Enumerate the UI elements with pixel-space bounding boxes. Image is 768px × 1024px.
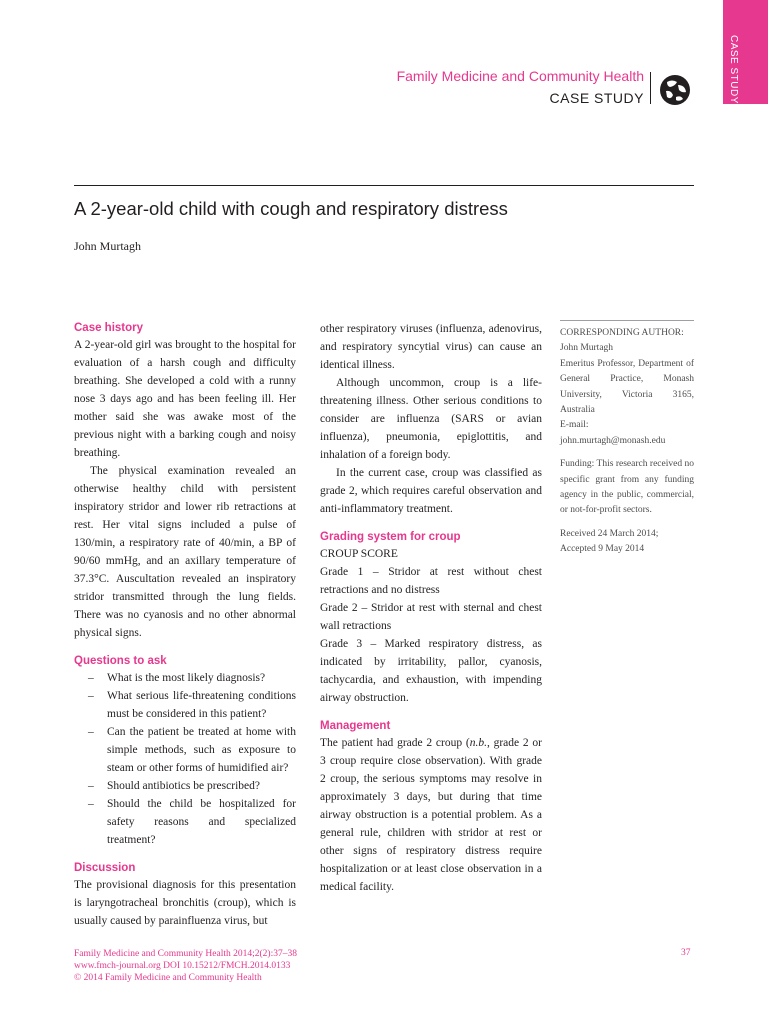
list-item: – Can the patient be treated at home with simple methods, such as exposure to steam or other forms of humidified air? — [74, 723, 296, 777]
list-item: – Should antibiotics be prescribed? — [74, 777, 296, 795]
case-history-heading: Case history — [74, 322, 144, 334]
page-number: 37 — [681, 948, 691, 958]
management-paragraph: The patient had grade 2 croup (n.b., grade 2 or 3 croup require close observation). With grade 2 croup, the serious symptoms may resolve in approximately 3 days, but during that time airway obstruction is a potential problem. As a general rule, children with stridor at rest or other signs of respiratory distress require hospitalization or at least close observation in a medical facility. — [320, 737, 542, 893]
corresponding-author-label: CORRESPONDING AUTHOR: — [560, 328, 684, 338]
corresponding-author-affiliation: Emeritus Professor, Department of General Practice, Monash University, Victoria 3165, Australia — [560, 358, 694, 416]
section-label: CASE STUDY — [549, 90, 644, 106]
article-title: A 2-year-old child with cough and respiratory distress — [74, 198, 508, 219]
questions-heading: Questions to ask — [74, 655, 167, 667]
croup-score-label: CROUP SCORE — [320, 548, 398, 560]
case-history-paragraph-1: A 2-year-old girl was brought to the hospital for evaluation of a harsh cough and difficulty breathing. She developed a cold with a runny nose 3 days ago and has been feeling ill. Her mother said she was awake most of the previous night with a barking cough and noisy breathing. — [74, 339, 296, 459]
grading-heading: Grading system for croup — [320, 531, 461, 543]
journal-globe-logo-icon — [658, 73, 692, 107]
grade-1: Grade 1 – Stridor at rest without chest retractions and no distress — [320, 566, 542, 596]
list-item: – What is the most likely diagnosis? — [74, 669, 296, 687]
discussion-continued: other respiratory viruses (influenza, adenovirus, and respiratory syncytial virus) can cause an identical illness. — [320, 323, 542, 371]
case-study-tab-label: CASE STUDY — [728, 35, 739, 104]
footer-copyright: © 2014 Family Medicine and Community Health — [74, 973, 262, 983]
questions-list — [74, 669, 296, 849]
footer-citation: Family Medicine and Community Health 2014;2(2):37–38 — [74, 949, 297, 959]
list-item: – Should the child be hospitalized for safety reasons and specialized treatment? — [74, 795, 296, 849]
management-heading: Management — [320, 720, 391, 732]
middle-column — [320, 320, 542, 896]
sidebar-rule — [560, 320, 694, 321]
funding-statement: Funding: This research received no specific grant from any funding agency in the public, commercial, or not-for-profit sectors. — [560, 459, 694, 516]
sidebar — [560, 326, 694, 558]
case-history-paragraph-2: The physical examination revealed an otherwise healthy child with persistent inspiratory stridor and lower rib retractions at rest. Her vital signs included a pulse of 130/min, a respiratory rate of 40/min, a BP of 90/60 mmHg, and an axillary temperature of 37.3°C. Auscultation revealed an inspiratory stridor transmitted through the lung fields. There was no cyanosis and no other abnormal physical signs. — [74, 465, 296, 639]
discussion-heading: Discussion — [74, 862, 136, 874]
discussion-paragraph-1: The provisional diagnosis for this presentation is laryngotracheal bronchitis (croup), which is usually caused by parainfluenza virus, but — [74, 879, 296, 927]
footer-doi: www.fmch-journal.org DOI 10.15212/FMCH.2014.0133 — [74, 961, 291, 971]
accepted-date: Accepted 9 May 2014 — [560, 544, 645, 555]
author-name: John Murtagh — [74, 239, 141, 253]
discussion-paragraph-3: In the current case, croup was classified as grade 2, which requires careful observation and anti-inflammatory treatment. — [320, 467, 542, 515]
corresponding-author-name: John Murtagh — [560, 343, 614, 354]
footer — [74, 948, 297, 984]
nb-abbreviation: n.b. — [469, 737, 487, 749]
left-column — [74, 320, 296, 930]
title-rule — [74, 185, 694, 186]
grade-3: Grade 3 – Marked respiratory distress, as indicated by irritability, pallor, cyanosis, tachycardia, and exhaustion, with impending airway obstruction. — [320, 638, 542, 704]
discussion-paragraph-2: Although uncommon, croup is a life-threatening illness. Other serious conditions to consider are influenza (SARS or avian influenza), pneumonia, epiglottitis, and inhalation of a foreign body. — [320, 377, 542, 461]
list-item: – What serious life-threatening conditions must be considered in this patient? — [74, 687, 296, 723]
received-date: Received 24 March 2014; — [560, 528, 659, 539]
header-divider — [650, 72, 651, 104]
journal-name: Family Medicine and Community Health — [396, 68, 644, 84]
grade-2: Grade 2 – Stridor at rest with sternal and chest wall retractions — [320, 602, 542, 632]
corresponding-author-email: E-mail: john.murtagh@monash.edu — [560, 420, 666, 446]
